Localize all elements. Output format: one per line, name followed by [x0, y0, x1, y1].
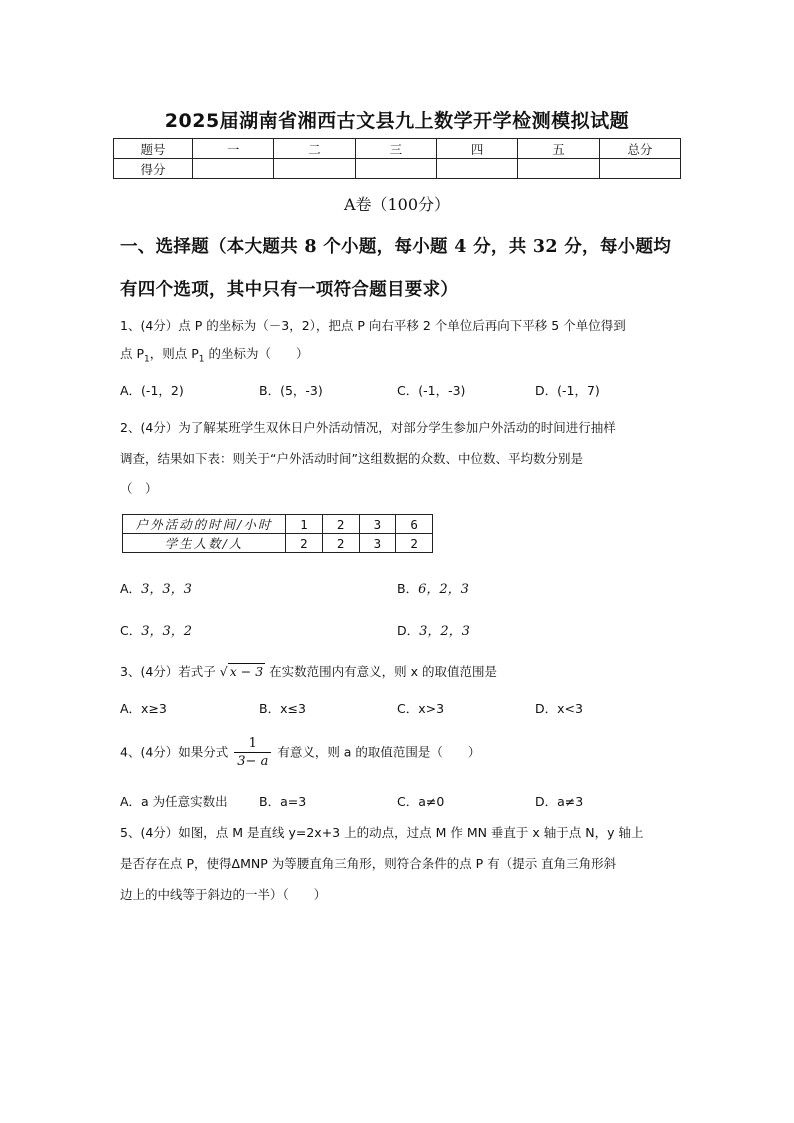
score-entry-cell [436, 159, 517, 179]
score-entry-cell [193, 159, 274, 179]
option-letter: C． [120, 623, 142, 638]
q1-stem-line1: 1、(4分）点 P 的坐标为（－3，2），把点 P 向右平移 2 个单位后再向下平移 5 个单位得到 [120, 318, 626, 333]
score-label-cell: 得分 [114, 159, 193, 179]
option-letter: B． [397, 581, 419, 596]
q1-option-a: A．(-1，2) [120, 383, 184, 398]
section-heading-line2: 有四个选项，其中只有一项符合题目要求） [120, 280, 459, 300]
q4-option-c: C．a≠0 [397, 794, 445, 809]
q1-subscript: 1 [198, 354, 205, 365]
q5-stem-line1: 5、(4分）如图，点 M 是直线 y=2x+3 上的动点，过点 M 作 MN 垂直于 x 轴于点 N，y 轴上 [120, 825, 644, 840]
q5-stem-line3: 边上的中线等于斜边的一半）（ ） [120, 887, 327, 902]
q1-option-c: C．(-1，-3) [397, 383, 466, 398]
option-value: 3，3，3 [141, 582, 192, 597]
score-table [113, 138, 681, 179]
option-value: 6，2，3 [418, 582, 469, 597]
score-cell: 总分 [599, 139, 680, 159]
q1-option-b: B．(5，-3) [259, 383, 323, 398]
option-letter: A． [120, 581, 142, 596]
sqrt-expression [220, 664, 265, 679]
score-cell: 四 [436, 139, 517, 159]
table-cell: 3 [359, 515, 396, 534]
q2-data-table [122, 514, 433, 553]
q4-text: 有意义，则 a 的取值范围是（ ） [277, 744, 481, 760]
q3-option-d: D．x<3 [535, 701, 583, 716]
fraction-numerator: 1 [234, 736, 271, 753]
table-header-cell: 户外活动的时间/小时 [123, 515, 286, 534]
q2-option-d [397, 620, 470, 639]
q4-text: 4、(4分）如果分式 [120, 744, 229, 760]
q3-option-a: A．x≥3 [120, 701, 167, 716]
score-entry-cell [274, 159, 355, 179]
q1-text: ，则点 P [149, 346, 199, 361]
sqrt-radicand: x − 3 [229, 664, 264, 679]
q2-stem-line1: 2、(4分）为了解某班学生双休日户外活动情况，对部分学生参加户外活动的时间进行抽样 [120, 420, 616, 435]
option-value: 3，2，3 [419, 624, 470, 639]
score-table-score-row [114, 159, 681, 179]
table-cell: 1 [286, 515, 323, 534]
q5-stem-line2: 是否存在点 P，使得ΔMNP 为等腰直角三角形，则符合条件的点 P 有（提示 直角三角形斜 [120, 856, 617, 871]
q4-stem [120, 736, 480, 770]
q3-text: 3、(4分）若式子 [120, 664, 216, 679]
option-letter: D． [397, 623, 420, 638]
q1-text: 的坐标为（ ） [204, 346, 309, 361]
score-cell: 三 [355, 139, 436, 159]
q1-option-d: D．(-1，7) [535, 383, 600, 398]
table-cell: 2 [396, 534, 433, 553]
q1-text: 点 P [120, 346, 145, 361]
q2-stem-line2: 调查，结果如下表：则关于“户外活动时间”这组数据的众数、中位数、平均数分别是 [120, 451, 583, 466]
page-title: 2025届湖南省湘西古文县九上数学开学检测模拟试题 [164, 110, 630, 132]
score-entry-cell [518, 159, 599, 179]
table-header-cell: 学生人数/人 [123, 534, 286, 553]
q3-text: 在实数范围内有意义，则 x 的取值范围是 [269, 664, 498, 679]
table-cell: 6 [396, 515, 433, 534]
table-row [123, 515, 433, 534]
q1-subscript: 1 [144, 354, 150, 365]
fraction [234, 736, 271, 770]
q2-option-a [120, 578, 192, 597]
q3-stem [120, 662, 497, 680]
q2-option-c [120, 620, 192, 639]
section-a-title: A卷（100分） [343, 195, 451, 214]
q4-option-a: A．a 为任意实数出 [120, 794, 228, 809]
q1-stem-line2 [120, 344, 308, 365]
q2-stem-line3: （ ） [120, 481, 158, 496]
q4-option-d: D．a≠3 [535, 794, 584, 809]
score-cell: 二 [274, 139, 355, 159]
q3-option-b: B．x≤3 [259, 701, 306, 716]
table-cell: 2 [322, 515, 359, 534]
q3-option-c: C．x>3 [397, 701, 445, 716]
score-cell: 五 [518, 139, 599, 159]
q2-option-b [397, 578, 469, 597]
score-entry-cell [355, 159, 436, 179]
fraction-denominator: 3− a [237, 754, 269, 769]
option-value: 3，3，2 [141, 624, 193, 639]
sqrt-symbol: √ [219, 664, 228, 679]
table-row [123, 534, 433, 553]
score-entry-cell [599, 159, 680, 179]
score-cell: 一 [193, 139, 274, 159]
q4-option-b: B．a=3 [259, 794, 307, 809]
score-table-header-row [114, 139, 681, 159]
score-cell: 题号 [114, 139, 193, 159]
table-cell: 2 [286, 534, 323, 553]
section-heading-line1: 一、选择题（本大题共 8 个小题，每小题 4 分，共 32 分，每小题均 [120, 237, 672, 257]
table-cell: 3 [359, 534, 396, 553]
table-cell: 2 [322, 534, 359, 553]
